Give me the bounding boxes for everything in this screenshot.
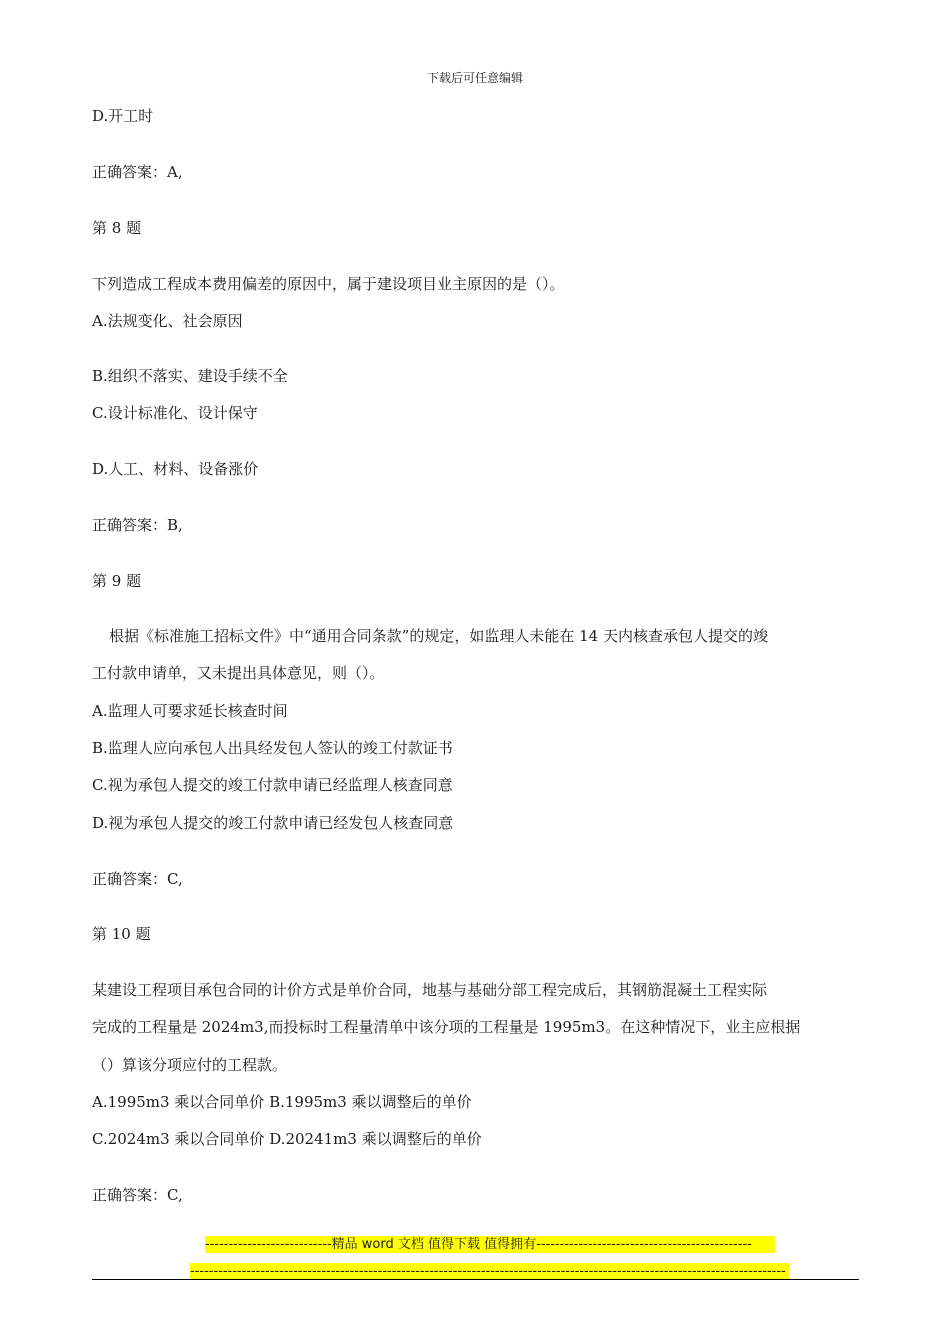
footer-banner-line2: ------------------------------------------------------------------------------------------------------------------------------- bbox=[190, 1263, 789, 1280]
q8-answer: 正确答案：B, bbox=[92, 516, 183, 534]
q10-options-line2: C.2024m3 乘以合同单价 D.20241m3 乘以调整后的单价 bbox=[92, 1130, 482, 1148]
q10-stem-line3: （）算该分项应付的工程款。 bbox=[92, 1056, 288, 1074]
q9-number: 第 9 题 bbox=[92, 572, 142, 590]
q10-options-line1: A.1995m3 乘以合同单价 B.1995m3 乘以调整后的单价 bbox=[92, 1093, 472, 1111]
q9-option-a: A.监理人可要求延长核查时间 bbox=[92, 702, 288, 720]
q10-answer: 正确答案：C, bbox=[92, 1186, 183, 1204]
q7-option-d: D.开工时 bbox=[92, 107, 154, 125]
q8-option-b: B.组织不落实、建设手续不全 bbox=[92, 367, 288, 385]
q9-option-d: D.视为承包人提交的竣工付款申请已经发包人核查同意 bbox=[92, 814, 454, 832]
footer-rule bbox=[92, 1279, 859, 1280]
q7-answer: 正确答案：A, bbox=[92, 163, 183, 181]
q8-option-d: D.人工、材料、设备涨价 bbox=[92, 460, 259, 478]
q9-option-b: B.监理人应向承包人出具经发包人签认的竣工付款证书 bbox=[92, 739, 453, 757]
footer-banner-line1: ---------------------------精品 word 文档 值得下载 值得拥有---------------------------------------------- bbox=[205, 1236, 775, 1253]
q10-number: 第 10 题 bbox=[92, 925, 151, 943]
q8-option-c: C.设计标准化、设计保守 bbox=[92, 404, 258, 422]
q8-option-a: A.法规变化、社会原因 bbox=[92, 312, 243, 330]
q8-stem: 下列造成工程成本费用偏差的原因中，属于建设项目业主原因的是（）。 bbox=[92, 275, 565, 293]
q9-option-c: C.视为承包人提交的竣工付款申请已经监理人核查同意 bbox=[92, 776, 453, 794]
q9-stem-line1: 根据《标准施工招标文件》中“通用合同条款”的规定，如监理人未能在 14 天内核查承包人提交的竣 bbox=[109, 627, 768, 645]
q8-number: 第 8 题 bbox=[92, 219, 142, 237]
q10-stem-line2: 完成的工程量是 2024m3,而投标时工程量清单中该分项的工程量是 1995m3。在这种情况下，业主应根据 bbox=[92, 1018, 801, 1036]
q10-stem-line1: 某建设工程项目承包合同的计价方式是单价合同，地基与基础分部工程完成后，其钢筋混凝土工程实际 bbox=[92, 981, 768, 999]
page-header: 下载后可任意编辑 bbox=[426, 71, 523, 85]
q9-answer: 正确答案：C, bbox=[92, 870, 183, 888]
q9-stem-line2: 工付款申请单，又未提出具体意见，则（）。 bbox=[92, 664, 385, 682]
